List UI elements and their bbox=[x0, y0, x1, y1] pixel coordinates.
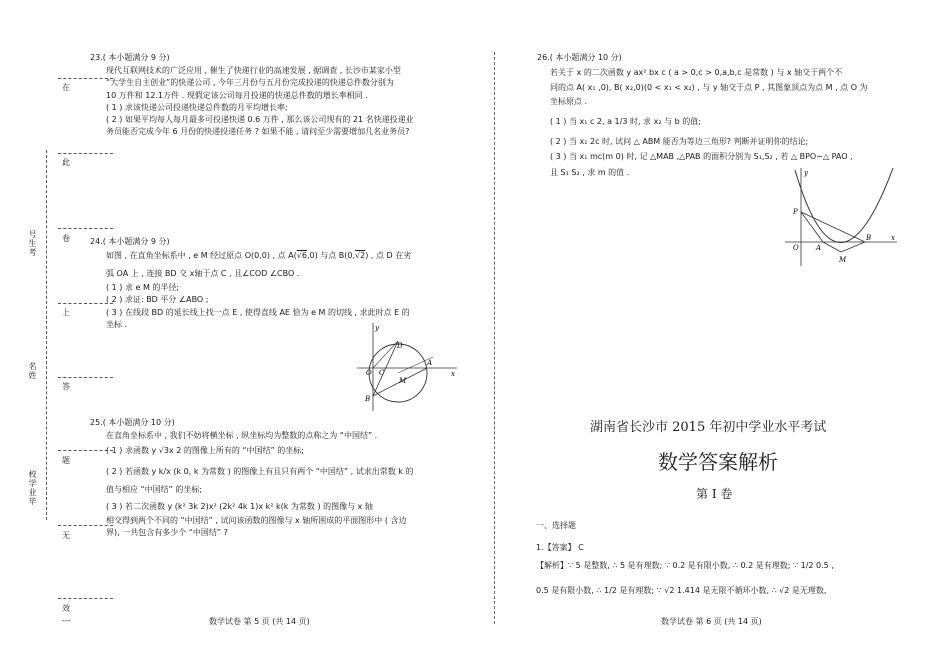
question-text: ( 3 ) 在线段 BD 的延长线上找一点 E , 使得直线 AE 恰为 e M 的切线 , 求此时点 E 的 bbox=[106, 308, 410, 317]
question-text: ( 3 ) 若二次函数 y (k² 3k 2)x² (2k² 4k 1)x k² k(k 为常数 ) 的图像与 x 轴 bbox=[106, 502, 373, 511]
question-text: 同的点 A( x₁ ,0), B( x₂,0)(0 < x₁ < x₂) , 与 y 轴交于点 P , 其图象顶点为点 M , 点 O 为 bbox=[550, 83, 868, 92]
question-text: 10 万件和 12.1万件 . 现假定该公司每月投递的快递总件数的增长率相同 . bbox=[106, 91, 368, 100]
question-heading: 23.( 本小题满分 9 分) bbox=[90, 53, 170, 62]
explanation-line: 0.5 是有限小数, ∴ 1/2 是有理数; ∵ √2 1.414 是无限不循环小数, ∴ √2 是无理数, bbox=[536, 586, 827, 595]
school-field: 校学业毕 bbox=[28, 470, 37, 506]
figure-parabola bbox=[783, 166, 899, 268]
question-text: 且 S₁ S₂ , 求 m 的值 . bbox=[550, 168, 630, 177]
volume-heading: 第 Ⅰ 卷 bbox=[696, 487, 733, 501]
figure-label: B bbox=[866, 234, 872, 242]
question-heading: 25.( 本小题满分 10 分) bbox=[90, 418, 175, 427]
exam-number-field: 号生考 bbox=[28, 230, 37, 257]
figure-label: C bbox=[379, 369, 385, 377]
question-text: ( 3 ) 当 x₁ mc(m 0) 时, 记 △MAB ,△PAB 的面积分别为 S₁,S₂ , 若 △ BPO∽△ PAO , bbox=[550, 152, 853, 161]
question-text: 务员能否完成今年 6 月份的快递投递任务 ? 如果不能 , 请问至少需要增加几名业务员? bbox=[106, 127, 410, 136]
figure-label: B bbox=[365, 395, 371, 403]
part-heading: 一、选择题 bbox=[536, 521, 576, 530]
figure-label: A bbox=[427, 359, 433, 367]
question-text: 弧 OA 上 , 连接 BD 交 x轴于点 C , 且∠COD ∠CBO . bbox=[106, 269, 300, 278]
page-divider bbox=[494, 52, 495, 624]
question-text: 坐标原点 . bbox=[550, 97, 588, 106]
figure-label: M bbox=[399, 377, 407, 385]
question-text: 若关于 x 的二次函数 y ax² bx c ( a > 0,c > 0,a,b,c 是常数 ) 与 x 轴交于两个不 bbox=[550, 68, 843, 77]
question-text: ( 2 ) 当 x₁ 2c 时, 试问 △ ABM 能否为等边三角形? 判断并证明你的结论; bbox=[550, 137, 809, 146]
question-text: 相交得到两个不同的 “中国结” , 试问该函数的图像与 x 轴所围成的平面图形中 ( 含边 bbox=[106, 516, 407, 525]
figure-circle-m bbox=[353, 321, 463, 413]
question-heading: 26.( 本小题满分 10 分) bbox=[537, 53, 622, 62]
question-text: ( 1 ) 求 e M 的半径; bbox=[106, 283, 180, 292]
right-page bbox=[496, 0, 950, 671]
figure-label: y bbox=[375, 324, 379, 332]
seal-word: 效 bbox=[62, 604, 70, 613]
question-text: ( 2 ) 求证: BD 平分 ∠ABO ; bbox=[106, 295, 209, 304]
question-text: ( 2 ) 若函数 y k/x (k 0, k 为常数 ) 的图像上有且只有两个 “中国结” , 试求出常数 k 的 bbox=[106, 467, 414, 476]
figure-label: P bbox=[793, 208, 798, 216]
figure-label: M bbox=[839, 256, 847, 264]
figure-label: y bbox=[804, 169, 808, 177]
seal-word: 题 bbox=[62, 456, 70, 465]
figure-label: A bbox=[816, 244, 822, 252]
binding-line bbox=[46, 150, 47, 520]
question-text: ( 1 ) 求函数 y √3x 2 的图像上所有的 “中国结” 的坐标; bbox=[106, 446, 304, 455]
question-text: 现代互联网技术的广泛应用 , 催生了快递行业的高速发展 , 据调查 , 长沙市某家小型 bbox=[106, 66, 401, 75]
question-text: 界), 一共包含有多少个 “中国结” ? bbox=[106, 528, 228, 537]
page-footer: 数学试卷 第 6 页 (共 14 页) bbox=[661, 617, 762, 626]
seal-word: --- bbox=[62, 616, 71, 625]
question-text: “大学生自主创业”的快递公司 , 今年三月份与五月份完成投递的快递总件数分别为 bbox=[106, 78, 394, 87]
question-text: ( 1 ) 求该快递公司投递快递总件数的月平均增长率; bbox=[106, 103, 288, 112]
seal-word: 答 bbox=[62, 382, 70, 391]
question-text: ( 1 ) 当 x₁ c 2, a 1/3 时, 求 x₂ 与 b 的值; bbox=[550, 117, 701, 126]
seal-word: 在 bbox=[62, 83, 70, 92]
seal-word: 卷 bbox=[62, 234, 70, 243]
question-text: 在直角坐标系中 , 我们不妨将横坐标 , 纵坐标均为整数的点称之为 “中国结” . bbox=[106, 431, 378, 440]
question-text: 如图 , 在直角坐标系中 , e M 经过原点 O(0,0) , 点 A(√6,0) 与点 B(0,√2) , 点 D 在劣 bbox=[106, 251, 412, 260]
question-text: 值与相应 “中国结” 的坐标; bbox=[106, 485, 203, 494]
answer-title: 湖南省长沙市 2015 年初中学业水平考试 bbox=[590, 420, 827, 435]
explanation-line: 【解析】∵ 5 是整数, ∴ 5 是有理数; ∵ 0.2 是有限小数, ∴ 0.2 是有理数; ∵ 1/2 0.5 , bbox=[536, 561, 834, 570]
page-footer: 数学试卷 第 5 页 (共 14 页) bbox=[209, 617, 310, 626]
question-text: 坐标 . bbox=[106, 320, 128, 329]
figure-label: x bbox=[451, 370, 455, 378]
question-text: ( 2 ) 如果平均每人每月最多可投递快递 0.6 万件 , 那么该公司现有的 21 名快递投递业 bbox=[106, 115, 414, 124]
answer-line: 1.【答案】 C bbox=[536, 543, 584, 552]
seal-word: 此 bbox=[62, 158, 70, 167]
figure-label: O bbox=[793, 244, 799, 252]
seal-word: 上 bbox=[62, 308, 70, 317]
figure-label: O bbox=[366, 369, 372, 377]
student-name-field: 名姓 bbox=[28, 362, 37, 380]
seal-word: 无 bbox=[62, 531, 70, 540]
question-heading: 24.( 本小题满分 9 分) bbox=[90, 237, 170, 246]
figure-label: D bbox=[397, 342, 403, 350]
answer-main-title: 数学答案解析 bbox=[658, 450, 778, 474]
figure-label: x bbox=[891, 234, 895, 242]
